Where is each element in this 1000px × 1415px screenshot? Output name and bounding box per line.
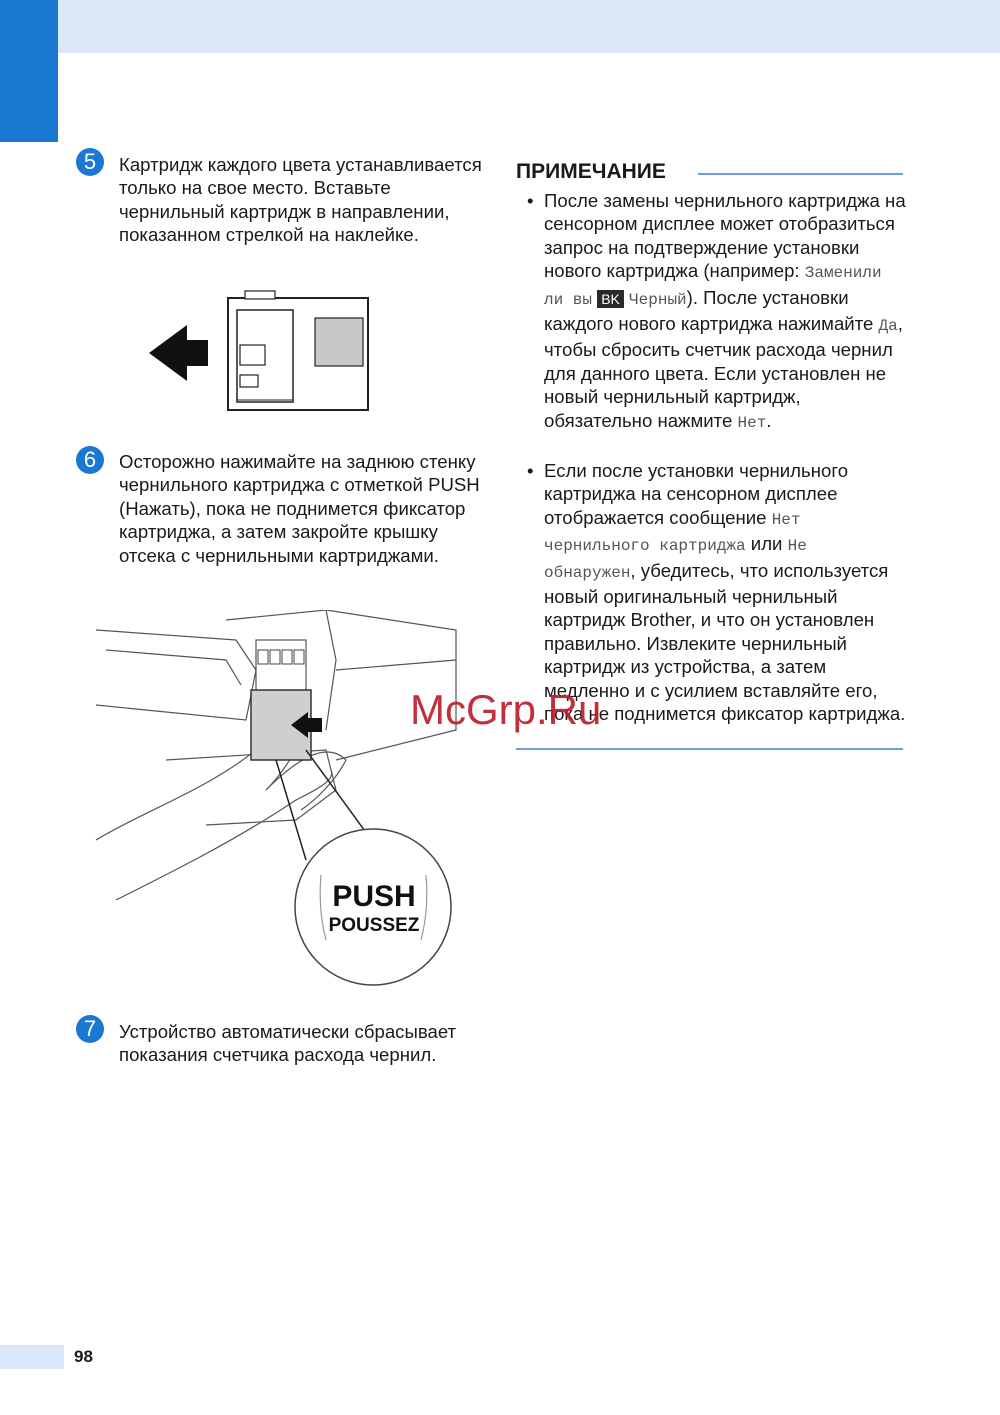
step-5-badge: 5: [76, 148, 104, 176]
bullet: •: [527, 190, 534, 211]
step-7-badge: 7: [76, 1015, 104, 1043]
cartridge-label: [315, 318, 363, 366]
step-6-badge: 6: [76, 446, 104, 474]
note-title: ПРИМЕЧАНИЕ: [516, 160, 666, 183]
step-5-text: Картридж каждого цвета устанавливается только на свое место. Вставьте чернильный картридж в направлении, показанном стрелкой на наклейке.: [119, 154, 482, 246]
watermark: McGrp.Ru: [410, 686, 602, 733]
poussez-label: POUSSEZ: [328, 915, 420, 936]
note-item-2: • Если после установки чернильного картриджа на сенсорном дисплее отображается сообщение Нет чернильного картриджа или Не обнаружен, убедитесь, что используется новый оригинальный чернильный картридж Brother, и что он установлен правильно. Извлеките чернильный картридж из устройства, а затем медленно и с усилием вставляйте его, пока не поднимется фиксатор картриджа.: [527, 460, 906, 725]
arrow-left-icon: [149, 325, 208, 381]
header-band: [0, 0, 1000, 53]
page-number: 98: [74, 1347, 93, 1366]
push-label: PUSH: [332, 880, 416, 913]
bullet: •: [527, 460, 534, 481]
push-cartridge-illustration: [86, 610, 470, 990]
cartridge-illustration: [145, 290, 375, 415]
step-6-text: Осторожно нажимайте на заднюю стенку чернильного картриджа с отметкой PUSH (Нажать), пока не поднимется фиксатор картриджа, а затем закройте крышку отсека с чернильными картриджами.: [119, 451, 480, 566]
note-item-1: • После замены чернильного картриджа на сенсорном дисплее может отобразиться запрос на подтверждение установки нового картриджа (например: Заменили ли вы BK Черный). После установки каждого нового картриджа нажимайте Да, чтобы сбросить счетчик расхода чернил для данного цвета. Если установлен не новый чернильный картридж, обязательно нажмите Нет.: [527, 190, 906, 432]
chapter-tab: [0, 0, 58, 142]
bk-color-badge: BK: [597, 290, 624, 308]
note-rule-bottom: [516, 748, 903, 750]
note-rule-top: [698, 173, 903, 175]
footer-band: [0, 1345, 64, 1369]
step-7-text: Устройство автоматически сбрасывает показания счетчика расхода чернил.: [119, 1021, 457, 1066]
